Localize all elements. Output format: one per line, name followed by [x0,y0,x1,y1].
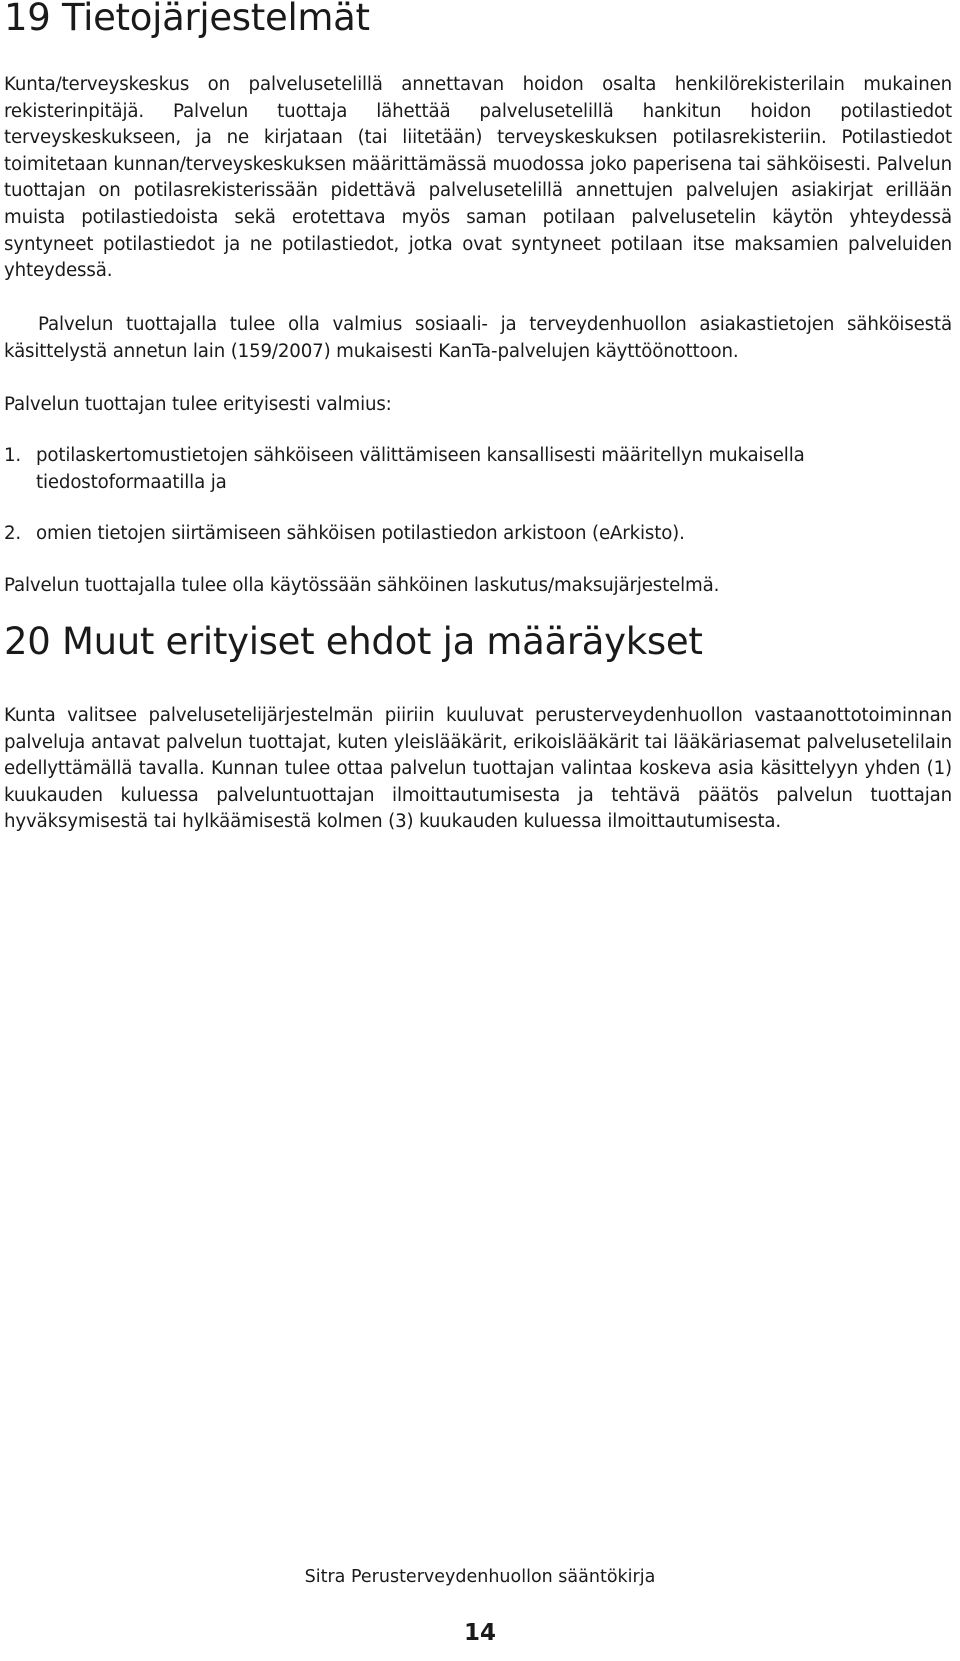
list-item [4,521,952,548]
section-19-paragraph-3: Palvelun tuottajan tulee erityisesti valmius: [4,394,392,415]
list-item [4,443,952,496]
list-item-text: potilaskertomustietojen sähköiseen välittämiseen kansallisesti määritellyn mukaisella tiedostoformaatilla ja [36,445,805,493]
section-19-paragraph-1: Kunta/terveyskeskus on palvelusetelillä annettavan hoidon osalta henkilörekisterilain mukainen rekisterinpitäjä. Palvelun tuottaja lähettää palvelusetelillä hankitun hoidon potilastiedot terveyskeskukseen, ja ne kirjataan (tai liitetään) terveyskeskuksen potilasrekisteriin. Potilastiedot toimitetaan kunnan/terveyskeskuksen määrittämässä muodossa joko paperisena tai sähköisesti. Palvelun tuottajan on potilasrekisterissään pidettävä palvelusetelillä annettujen palvelujen asiakirjat erillään muista potilastiedoista sekä erotettava myös saman potilaan palvelusetelin käytön yhteydessä syntyneet potilastiedot ja ne potilastiedot, jotka ovat syntyneet potilaan itse maksamien palveluiden yhteydessä. [4,74,952,282]
section-19-heading: 19 Tietojärjestelmät [4,0,370,39]
section-19-paragraph-2: Palvelun tuottajalla tulee olla valmius sosiaali- ja terveydenhuollon asiakastietojen sähköisestä käsittelystä annetun lain (159/2007) mukaisesti KanTa-palvelujen käyttöönottoon. [4,314,952,362]
footer-publication-title: Sitra Perusterveydenhuollon sääntökirja [304,1567,656,1587]
section-20-paragraph-1: Kunta valitsee palvelusetelijärjestelmän piiriin kuuluvat perusterveydenhuollon vastaanottotoiminnan palveluja antavat palvelun tuottajat, kuten yleislääkärit, erikoislääkärit tai lääkäriasemat palvelusetelilain edellyttämällä tavalla. Kunnan tulee ottaa palvelun tuottajan valintaa koskeva asia käsittelyyn yhden (1) kuukauden kuluessa palveluntuottajan ilmoittautumisesta ja tehtävä päätös palvelun tuottajan hyväksymisestä tai hylkäämisestä kolmen (3) kuukauden kuluessa ilmoittautumisesta. [4,705,952,833]
page-number: 14 [463,1620,496,1646]
section-20-heading: 20 Muut erityiset ehdot ja määräykset [4,620,703,663]
list-item-number: 1. [4,445,22,466]
list-item-text: omien tietojen siirtämiseen sähköisen potilastiedon arkistoon (eArkisto). [36,523,685,544]
list-item-number: 2. [4,523,22,544]
section-19-paragraph-4: Palvelun tuottajalla tulee olla käytössään sähköinen laskutus/maksujärjestelmä. [4,575,720,596]
